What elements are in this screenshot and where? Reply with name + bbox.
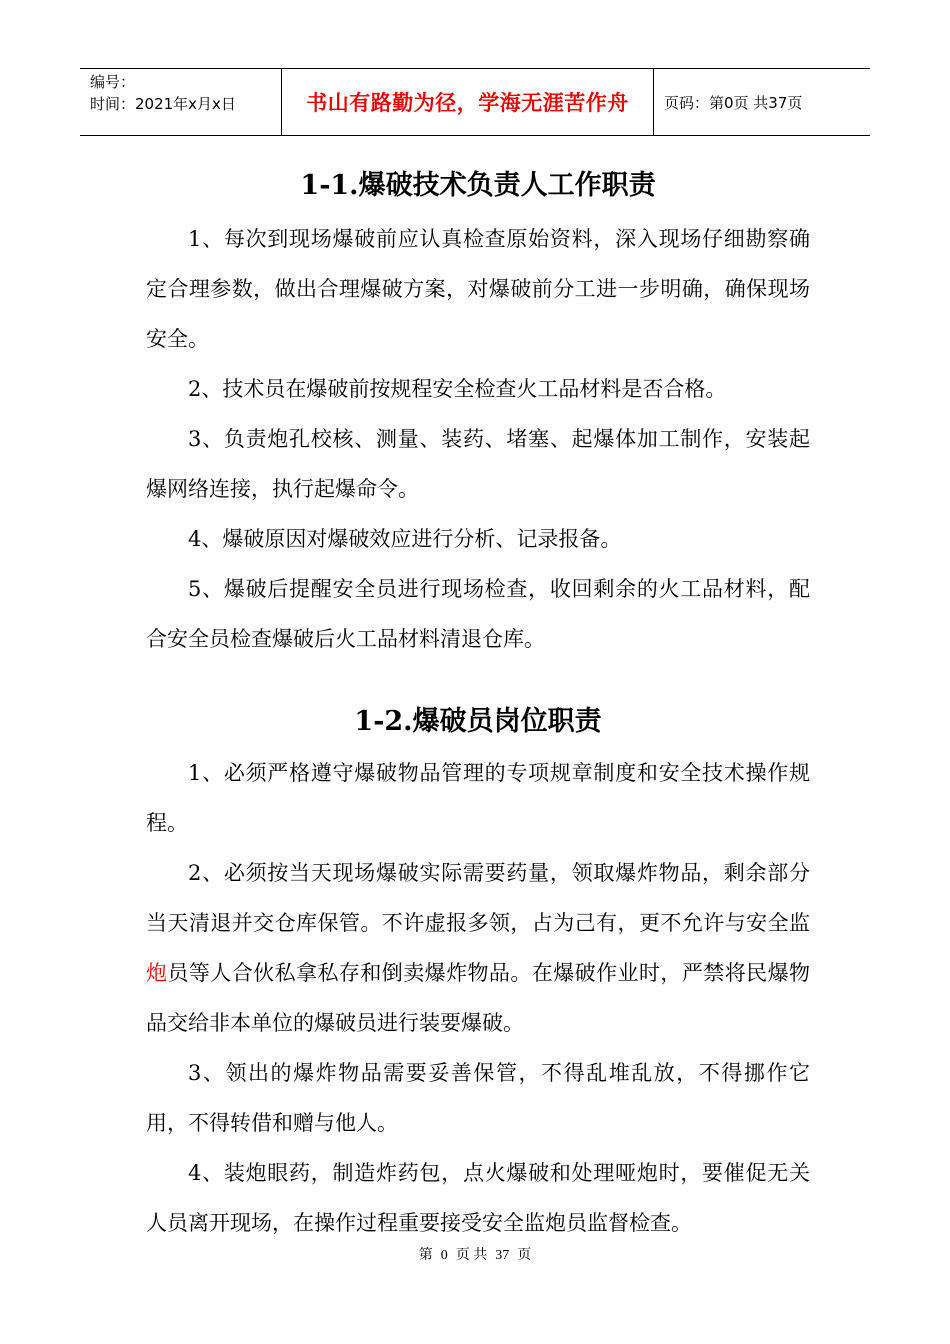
paragraph: 1、每次到现场爆破前应认真检查原始资料，深入现场仔细勘察确定合理参数，做出合理爆破方案，对爆破前分工进一步明确，确保现场安全。 [146, 227, 810, 351]
footer-suffix: 页 [517, 1248, 532, 1263]
paragraph: 2、技术员在爆破前按规程安全检查火工品材料是否合格。 [188, 377, 727, 401]
document-body [146, 150, 810, 1248]
footer-prefix: 第 [418, 1248, 433, 1263]
paragraph: 3、领出的爆炸物品需要妥善保管，不得乱堆乱放，不得挪作它用，不得转借和赠与他人。 [146, 1061, 810, 1135]
paragraph: 5、爆破后提醒安全员进行现场检查，收回剩余的火工品材料，配合安全员检查爆破后火工品材料清退仓库。 [146, 577, 810, 651]
section-title-1: 1-1.爆破技术负责人工作职责 [300, 170, 656, 201]
paragraph: 1、必须严格遵守爆破物品管理的专项规章制度和安全技术操作规程。 [146, 761, 810, 835]
paragraph: 3、负责炮孔校核、测量、装药、堵塞、起爆体加工制作，安装起爆网络连接，执行起爆命令。 [146, 427, 810, 501]
paragraph: 4、爆破原因对爆破效应进行分析、记录报备。 [188, 527, 622, 551]
header-meta [80, 69, 282, 135]
header-motto: 书山有路勤为径，学海无涯苦作舟 [306, 91, 629, 115]
header-page-info: 页码：第0页 共37页 [664, 93, 803, 112]
footer-total: 37 [495, 1248, 510, 1263]
header-motto-cell [282, 69, 654, 135]
paragraph-text: 员等人合伙私拿私存和倒卖爆炸物品。在爆破作业时，严禁将民爆物品交给非本单位的爆破员进行装要爆破。 [146, 961, 811, 1035]
code-label: 编号： [90, 73, 136, 91]
footer-page: 0 [440, 1248, 448, 1263]
section-title-2: 1-2.爆破员岗位职责 [354, 706, 602, 737]
highlighted-char: 炮 [146, 961, 168, 985]
paragraph-text: 2、必须按当天现场爆破实际需要药量，领取爆炸物品，剩余部分当天清退并交仓库保管。不许虚报多领，占为己有，更不允许与安全监 [146, 861, 810, 935]
paragraph: 4、装炮眼药，制造炸药包，点火爆破和处理哑炮时，要催促无关人员离开现场，在操作过程重要接受安全监炮员监督检查。 [146, 1161, 810, 1235]
footer-mid: 页 共 [455, 1248, 488, 1263]
paragraph [146, 848, 810, 1048]
time-label: 时间：2021年x月x日 [90, 95, 236, 113]
page-footer [0, 1244, 950, 1264]
page-header [80, 68, 870, 136]
